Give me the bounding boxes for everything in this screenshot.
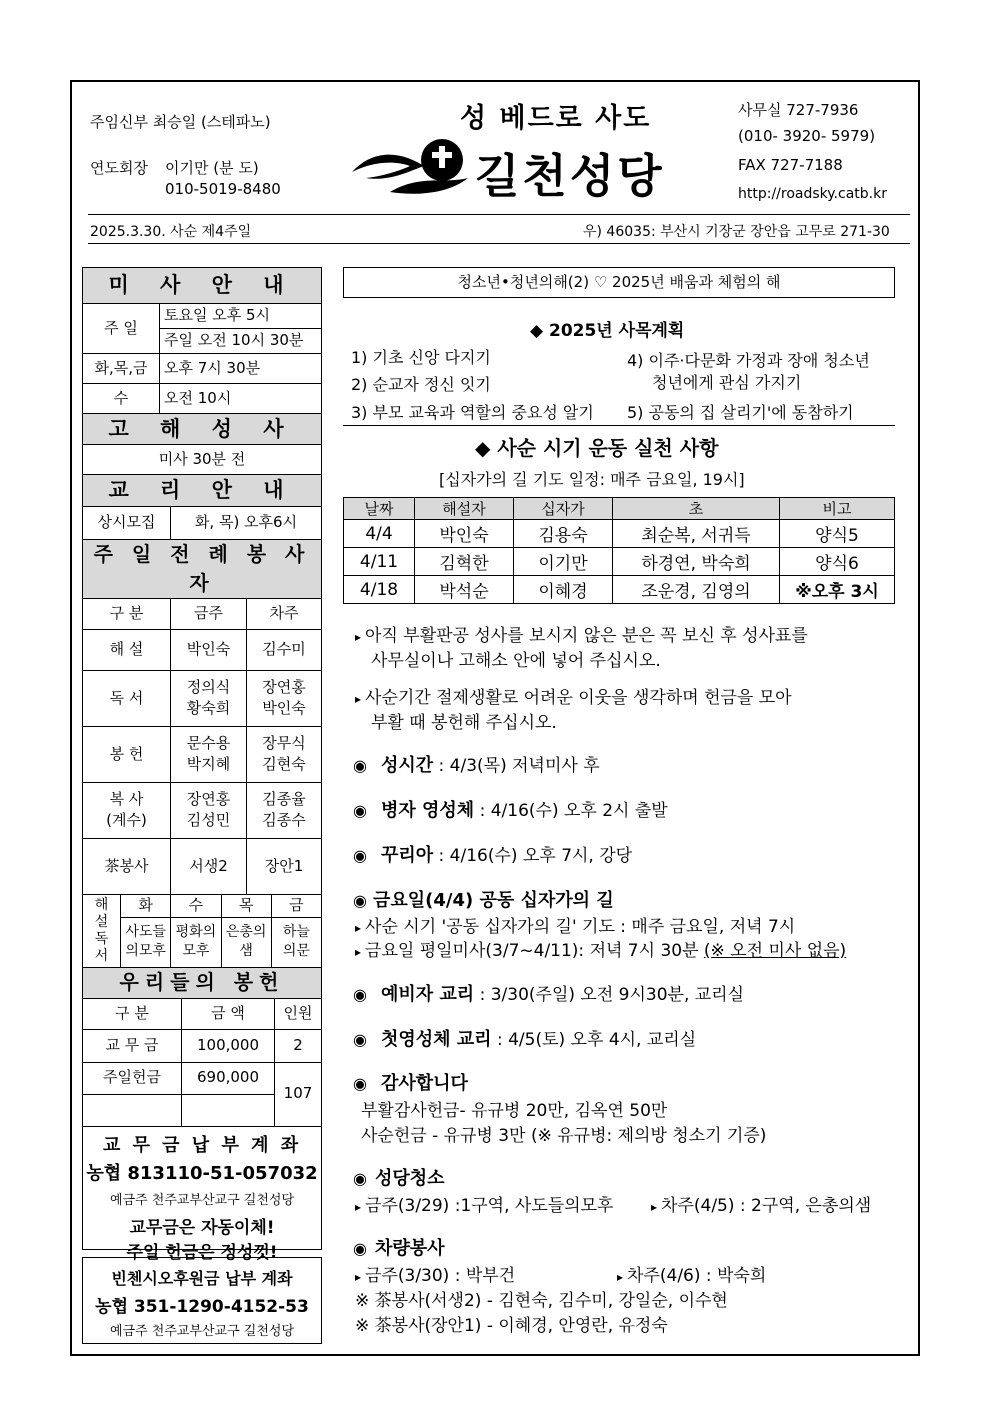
thanks-title: 감사합니다 <box>380 1073 468 1094</box>
bullseye-icon: ◉ <box>353 891 367 910</box>
friday-detail-2 <box>355 936 846 961</box>
friday-mass: 금요일 평일미사(3/7~4/11): 저녁 7시 30분 <box>365 941 699 961</box>
weekday-group: 은총의 샘 <box>221 917 271 967</box>
parish-patron: 성 베드로 사도 <box>460 103 652 134</box>
driving-next: ▸ 차주(4/6) : 박숙희 <box>617 1261 766 1286</box>
notice-confession-1: ▸ 아직 부활판공 성사를 보시지 않은 분은 꼭 보신 후 성사표를 <box>355 621 808 646</box>
offering-amount: 690,000 <box>182 1062 275 1094</box>
stations-cell: 4/18 <box>344 576 415 604</box>
stations-cell: 4/11 <box>344 548 415 576</box>
plan-item: 1) 기초 신앙 다지기 <box>351 348 491 367</box>
holy-hour-title: 성시간 <box>380 755 434 776</box>
cleaning-this: ▸ 금주(3/29) :1구역, 사도들의모후 <box>355 1191 613 1216</box>
mass-table <box>82 267 322 507</box>
holy-hour <box>353 751 600 777</box>
pastor: 주임신부 최승일 (스테파노) <box>90 113 271 131</box>
stations-cell: 김혁한 <box>415 548 514 576</box>
server-this: 정의식 황숙희 <box>171 670 247 726</box>
offering-head-count: 인원 <box>275 998 322 1029</box>
server-role: 해 설 <box>83 629 171 670</box>
weekday-day: 수 <box>171 894 221 917</box>
account2-number: 농협 351-1290-4152-53 <box>95 1296 309 1317</box>
church-logo-icon <box>350 130 470 200</box>
server-this: 장연홍 김성민 <box>171 782 247 838</box>
account2-box <box>82 1257 322 1344</box>
bullseye-icon: ◉ <box>353 1169 367 1188</box>
catechumen-title: 예비자 교리 <box>380 984 475 1005</box>
plan-item: 3) 부모 교육과 역할의 중요성 알기 <box>351 403 594 422</box>
weekday-day: 금 <box>271 894 321 917</box>
stations-cell: 양식6 <box>780 548 895 576</box>
stations-cell: 양식5 <box>780 520 895 548</box>
curia <box>353 841 632 867</box>
plan-item: 2) 순교자 정신 잇기 <box>351 375 491 394</box>
offering-head-amount: 금 액 <box>182 998 275 1029</box>
bullseye-icon: ◉ <box>353 846 367 865</box>
catechism-title: 교 리 안 내 <box>83 475 322 506</box>
auto-transfer-note: 교무금은 자동이체! <box>129 1217 275 1238</box>
weekday-group: 평화의 모후 <box>171 917 221 967</box>
server-next: 장안1 <box>247 838 322 894</box>
mobile-phone: (010- 3920- 5979) <box>738 127 876 145</box>
server-role: 봉 헌 <box>83 726 171 782</box>
left-column <box>82 267 322 1344</box>
server-role: 독 서 <box>83 670 171 726</box>
stations-cell: 이기만 <box>514 548 613 576</box>
offering-count: 2 <box>275 1029 322 1062</box>
tea-service-1: ※ 茶봉사(서생2) - 김현숙, 김수미, 강일순, 이수현 <box>355 1291 728 1311</box>
pastoral-plan-title: ◆ 2025년 사목계획 <box>530 321 685 341</box>
cleaning-title: 성당청소 <box>374 1168 445 1189</box>
account1-title: 교 무 금 납 부 계 좌 <box>102 1134 302 1156</box>
notice-lent-2: 부활 때 봉헌해 주십시오. <box>371 713 557 733</box>
fax: FAX 727-7188 <box>738 156 843 174</box>
year-banner: 청소년•청년의해(2) ♡ 2025년 배움과 체험의 해 <box>343 267 895 298</box>
lent-title: ◆ 사순 시기 운동 실천 사항 <box>475 436 719 460</box>
friday-mass-note: (※ 오전 미사 없음) <box>703 941 847 961</box>
weekday-readers-table <box>82 894 322 968</box>
homepage-link[interactable]: http://roadsky.catb.kr <box>738 186 887 202</box>
catechism-table <box>82 506 322 540</box>
weekday-group: 하늘 의문 <box>271 917 321 967</box>
catechumen-detail: : 3/30(주일) 오전 9시30분, 교리실 <box>479 985 745 1005</box>
stations-cell: 박인숙 <box>415 520 514 548</box>
weekday-group: 사도들 의모후 <box>121 917 171 967</box>
stations-cell: 박석순 <box>415 576 514 604</box>
issue-date: 2025.3.30. 사순 제4주일 <box>90 224 252 240</box>
first-communion <box>353 1025 696 1051</box>
offering-head-label: 구 분 <box>83 998 182 1029</box>
sick-title: 병자 영성체 <box>380 800 475 821</box>
servers-table <box>82 539 322 895</box>
sick-communion <box>353 796 668 822</box>
stations-cell: 하경연, 박숙희 <box>613 548 780 576</box>
catechism-label: 상시모집 <box>83 506 171 539</box>
confession-title: 고 해 성 사 <box>83 414 322 445</box>
server-role: 복 사 (계수) <box>83 782 171 838</box>
thanks-1: 부활감사헌금- 유규병 20만, 김옥연 50만 <box>361 1101 668 1121</box>
mass-day-sunday: 주 일 <box>83 304 160 354</box>
server-next: 장연홍 박인숙 <box>247 670 322 726</box>
server-next: 장무식 김현숙 <box>247 726 322 782</box>
bullseye-icon: ◉ <box>353 801 367 820</box>
plan-divider <box>343 425 895 426</box>
offering-note: 주일 헌금은 정성껏! <box>126 1242 278 1263</box>
server-role: 茶봉사 <box>83 838 171 894</box>
curia-title: 꾸리아 <box>380 845 434 866</box>
stations-cell: 4/4 <box>344 520 415 548</box>
account2-holder: 예금주 천주교부산교구 길천성당 <box>109 1323 295 1339</box>
plan-item: 4) 이주·다문화 가정과 장애 청소년 <box>627 351 870 370</box>
friday-detail-1: ▸ 사순 시기 '공동 십자가의 길' 기도 : 매주 금요일, 저녁 7시 <box>355 912 795 937</box>
office-phone: 사무실 727-7936 <box>738 101 859 119</box>
council-phone: 010-5019-8480 <box>165 180 281 198</box>
offering-count: 107 <box>275 1062 322 1126</box>
first-communion-detail: : 4/5(토) 오후 4시, 교리실 <box>496 1030 697 1050</box>
notice-confession-2: 사무실이나 고해소 안에 넣어 주십시오. <box>371 651 661 671</box>
account1-box <box>82 1127 322 1263</box>
mass-title: 미 사 안 내 <box>83 268 322 304</box>
curia-detail: : 4/16(수) 오후 7시, 강당 <box>438 846 633 866</box>
stations-table <box>343 497 895 604</box>
driving-title: 차량봉사 <box>374 1238 445 1259</box>
bullseye-icon: ◉ <box>353 985 367 1004</box>
bullseye-icon: ◉ <box>353 756 367 775</box>
bullseye-icon: ◉ <box>353 1074 367 1093</box>
driving-this: ▸ 금주(3/30) : 박부건 <box>355 1261 515 1286</box>
friday-stations <box>353 886 614 912</box>
catechism-time: 화, 목) 오후6시 <box>171 506 322 539</box>
servers-title: 주 일 전 례 봉 사 자 <box>83 539 322 598</box>
friday-title: 금요일(4/4) 공동 십자가의 길 <box>372 890 614 911</box>
offering-amount: 100,000 <box>182 1029 275 1062</box>
notice-lent-1: ▸ 사순기간 절제생활로 어려운 이웃을 생각하며 헌금을 모아 <box>355 683 792 708</box>
mass-time-sat: 토요일 오후 5시 <box>160 304 322 329</box>
council-label: 연도회장 <box>90 159 148 177</box>
servers-head-this: 금주 <box>171 598 247 629</box>
plan-item: 청년에게 관심 가지기 <box>652 373 802 392</box>
thanks <box>353 1069 468 1095</box>
account2-title: 빈첸시오후원금 납부 계좌 <box>111 1268 293 1288</box>
address: 우) 46035: 부산시 기장군 장안읍 고무로 271-30 <box>583 224 890 240</box>
weekday-day: 목 <box>221 894 271 917</box>
server-next: 김종율 김종수 <box>247 782 322 838</box>
account1-holder: 예금주 천주교부산교구 길천성당 <box>109 1192 295 1208</box>
stations-head: 비고 <box>780 498 895 520</box>
server-this: 박인숙 <box>171 629 247 670</box>
stations-cell: ※오후 3시 <box>780 576 895 604</box>
server-this: 서생2 <box>171 838 247 894</box>
plan-item: 5) 공동의 집 살리기'에 동참하기 <box>627 403 854 422</box>
thanks-2: 사순헌금 - 유규병 3만 (※ 유규병: 제의방 청소기 기증) <box>361 1126 767 1146</box>
bullseye-icon: ◉ <box>353 1239 367 1258</box>
stations-cell: 이혜경 <box>514 576 613 604</box>
mass-time-weekday: 오후 7시 30분 <box>160 354 322 384</box>
parish-name: 길천성당 <box>475 149 665 203</box>
confession-text: 미사 30분 전 <box>83 445 322 475</box>
mass-day-wed: 수 <box>83 384 160 414</box>
weekday-role: 해 설 독 서 <box>83 894 121 967</box>
driving <box>353 1234 445 1260</box>
stations-head: 십자가 <box>514 498 613 520</box>
offering-label: 주일헌금 <box>83 1062 182 1094</box>
offering-label: 교 무 금 <box>83 1029 182 1062</box>
account1-number: 농협 813110-51-057032 <box>86 1162 318 1184</box>
stations-cell: 조운경, 김영의 <box>613 576 780 604</box>
cleaning-next: ▸ 차주(4/5) : 2구역, 은총의샘 <box>651 1191 871 1216</box>
tea-service-2: ※ 茶봉사(장안1) - 이혜경, 안영란, 유정숙 <box>355 1316 668 1336</box>
bullseye-icon: ◉ <box>353 1030 367 1049</box>
mass-day-weekday: 화,목,금 <box>83 354 160 384</box>
server-this: 문수용 박지혜 <box>171 726 247 782</box>
server-next: 김수미 <box>247 629 322 670</box>
stations-cell: 최순복, 서귀득 <box>613 520 780 548</box>
mass-time-sun: 주일 오전 10시 30분 <box>160 329 322 354</box>
stations-cell: 김용숙 <box>514 520 613 548</box>
servers-head-next: 차주 <box>247 598 322 629</box>
offering-table <box>82 967 322 1127</box>
stations-head: 초 <box>613 498 780 520</box>
weekday-day: 화 <box>121 894 171 917</box>
header-rule-bottom <box>88 243 910 244</box>
mass-time-wed: 오전 10시 <box>160 384 322 414</box>
council-name: 이기만 (분 도) <box>165 159 259 177</box>
stations-head: 해설자 <box>415 498 514 520</box>
offering-title: 우리들의 봉헌 <box>83 967 322 998</box>
catechumen <box>353 980 744 1006</box>
first-communion-title: 첫영성체 교리 <box>380 1029 492 1050</box>
servers-head-role: 구 분 <box>83 598 171 629</box>
stations-head: 날짜 <box>344 498 415 520</box>
offering-empty <box>83 1094 182 1126</box>
header-rule-top <box>88 214 910 215</box>
offering-empty <box>182 1094 275 1126</box>
holy-hour-detail: : 4/3(목) 저녁미사 후 <box>438 756 600 776</box>
stations-schedule: [십자가의 길 기도 일정: 매주 금요일, 19시] <box>439 470 745 489</box>
sick-detail: : 4/16(수) 오후 2시 출발 <box>479 801 668 821</box>
cleaning <box>353 1164 445 1190</box>
